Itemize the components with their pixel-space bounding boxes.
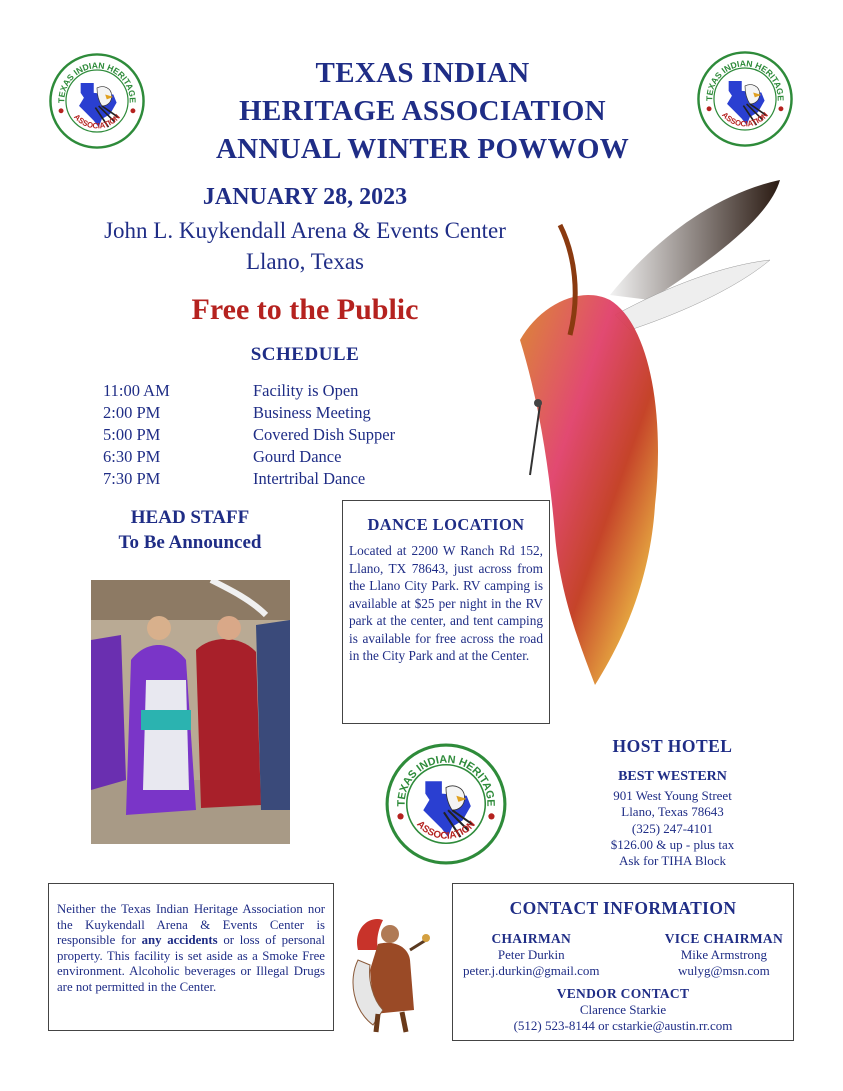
- dancers-photo: [91, 580, 290, 844]
- svg-text:TEXAS INDIAN HERITAGE: TEXAS INDIAN HERITAGE: [395, 753, 497, 807]
- host-hotel-heading: HOST HOTEL: [612, 736, 733, 756]
- schedule-time: 2:00 PM: [103, 403, 161, 422]
- svg-text:TEXAS INDIAN HERITAGE: TEXAS INDIAN HERITAGE: [704, 58, 786, 102]
- venue-name: John L. Kuykendall Arena & Events Center: [104, 218, 506, 243]
- hotel-city: Llano, Texas 78643: [621, 804, 724, 820]
- schedule-event: Covered Dish Supper: [253, 425, 396, 444]
- free-admission-text: Free to the Public: [191, 293, 419, 326]
- dance-location-heading: DANCE LOCATION: [367, 515, 525, 534]
- title-line-3: ANNUAL WINTER POWWOW: [215, 133, 630, 165]
- schedule-time: 5:00 PM: [103, 425, 161, 444]
- disclaimer-box: [48, 883, 334, 1031]
- schedule-event: Facility is Open: [253, 381, 359, 400]
- schedule-time: 11:00 AM: [103, 381, 170, 400]
- contact-officers: [459, 931, 787, 979]
- title-line-2: HERITAGE ASSOCIATION: [239, 95, 606, 127]
- hotel-name: BEST WESTERN: [618, 769, 727, 784]
- disclaimer-emphasis: any accidents: [141, 933, 218, 947]
- tiha-logo-center: [384, 742, 508, 866]
- schedule-time: 6:30 PM: [103, 447, 161, 466]
- hotel-rate: $126.00 & up - plus tax: [610, 836, 735, 852]
- dancer-illustration: [348, 910, 430, 1034]
- event-venue: [60, 215, 550, 277]
- title-line-1: TEXAS INDIAN: [315, 57, 530, 89]
- svg-text:ASSOCIATION: ASSOCIATION: [720, 110, 770, 129]
- contact-box: [452, 883, 794, 1041]
- schedule-row: [103, 468, 395, 490]
- vendor-name: Clarence Starkie: [579, 1002, 667, 1017]
- svg-text:ASSOCIATION: ASSOCIATION: [414, 818, 478, 842]
- event-title: [150, 54, 695, 168]
- hotel-phone: (325) 247-4101: [631, 820, 714, 836]
- vendor-info[interactable]: (512) 523-8144 or cstarkie@austin.rr.com: [513, 1018, 733, 1033]
- tiha-logo-top-left: [48, 52, 146, 150]
- vendor-role: VENDOR CONTACT: [556, 986, 690, 1001]
- schedule-event: Intertribal Dance: [253, 469, 366, 488]
- schedule-row: [103, 424, 395, 446]
- hotel-block: Ask for TIHA Block: [618, 853, 726, 869]
- chairman-name: Peter Durkin: [497, 947, 565, 962]
- schedule-event: Business Meeting: [253, 403, 371, 422]
- schedule-row: [103, 380, 395, 402]
- disclaimer-text-cont: or loss of personal property. This facility is set aside as a Smoke Free environment. Alcoholic beverages or Illegal Drugs are not permitted in the Center.: [57, 933, 326, 994]
- dance-location-box: [342, 500, 550, 724]
- svg-text:ASSOCIATION: ASSOCIATION: [72, 112, 122, 131]
- schedule-row: [103, 402, 395, 424]
- head-staff: [90, 505, 290, 555]
- dance-location-text: Located at 2200 W Ranch Rd 152, Llano, TX 78643, just across from the Llano City Park. RV camping is available at $25 per night in the RV park at the center, and tent camping is available for free across the road in the City Park and at the Center.: [349, 543, 543, 663]
- schedule-list: [103, 380, 395, 490]
- vice-chairman-email[interactable]: wulyg@msn.com: [677, 963, 770, 978]
- schedule-event: Gourd Dance: [253, 447, 342, 466]
- host-hotel: [580, 736, 765, 869]
- tiha-logo-top-right: [696, 50, 794, 148]
- schedule-row: [103, 446, 395, 468]
- contact-heading: CONTACT INFORMATION: [509, 898, 737, 918]
- chairman-contact: [463, 931, 600, 979]
- vice-chairman-role: VICE CHAIRMAN: [664, 931, 783, 946]
- schedule-time: 7:30 PM: [103, 469, 161, 488]
- svg-text:TEXAS INDIAN HERITAGE: TEXAS INDIAN HERITAGE: [56, 60, 138, 104]
- chairman-email[interactable]: peter.j.durkin@gmail.com: [463, 963, 600, 978]
- head-staff-heading: HEAD STAFF: [130, 507, 250, 528]
- event-date: JANUARY 28, 2023: [202, 184, 408, 210]
- disclaimer-text: Neither the Texas Indian Heritage Association nor the Kuykendall Arena & Events Center is responsible for: [57, 902, 325, 947]
- schedule-heading: SCHEDULE: [250, 344, 360, 365]
- venue-city: Llano, Texas: [245, 249, 365, 274]
- vice-chairman-name: Mike Armstrong: [680, 947, 768, 962]
- chairman-role: CHAIRMAN: [491, 931, 572, 946]
- vice-chairman-contact: [665, 931, 783, 979]
- head-staff-value: To Be Announced: [118, 532, 262, 553]
- hotel-address: 901 West Young Street: [613, 788, 732, 803]
